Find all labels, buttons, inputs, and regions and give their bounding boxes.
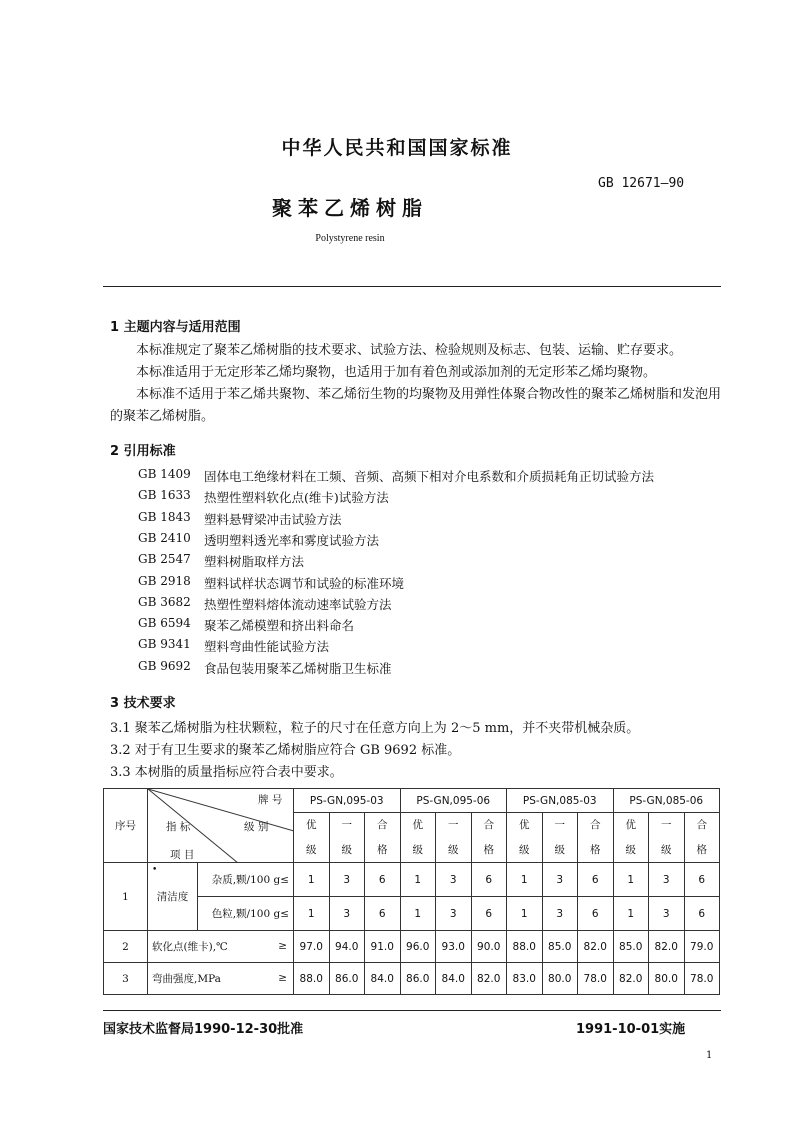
section-2-heading: 2 引用标准: [110, 444, 176, 459]
row-op: ≤: [280, 908, 289, 920]
value-cell: 3: [542, 897, 578, 931]
grade-header-char: 格: [578, 837, 614, 863]
value-cell: 78.0: [684, 963, 720, 995]
value-cell: 1: [507, 863, 543, 897]
value-cell: 80.0: [542, 963, 578, 995]
row-label-text: 色粒,颗/100 g: [211, 908, 281, 920]
row-3-no: 3: [104, 963, 148, 995]
reference-title: 热塑性塑料熔体流动速率试验方法: [204, 596, 392, 612]
national-standard-title: 中华人民共和国国家标准: [281, 137, 513, 159]
value-cell: 96.0: [400, 931, 436, 963]
clause-3-1: 3.1 聚苯乙烯树脂为柱状颗粒，粒子的尺寸在任意方向上为 2～5 mm，并不夹带机械杂质。: [110, 721, 640, 736]
row-1-group: [148, 863, 198, 931]
value-cell: 3: [329, 863, 365, 897]
section-1-heading: 1 主题内容与适用范围: [110, 320, 241, 335]
value-cell: 6: [684, 863, 720, 897]
grade-header-char: 一: [329, 813, 365, 837]
value-cell: 3: [329, 897, 365, 931]
section-3-heading: 3 技术要求: [110, 696, 176, 711]
value-cell: 6: [365, 863, 401, 897]
row-label-text: 弯曲强度,MPa: [152, 973, 221, 985]
brand-1: PS-GN,095-03: [294, 789, 401, 813]
grade-header-char: 合: [471, 813, 507, 837]
value-cell: 83.0: [507, 963, 543, 995]
grade-header-char: 级: [436, 837, 472, 863]
grade-header-char: 格: [471, 837, 507, 863]
grade-header-char: 格: [365, 837, 401, 863]
grade-header-char: 级: [542, 837, 578, 863]
row-op: ≤: [280, 874, 289, 886]
value-cell: 3: [542, 863, 578, 897]
value-cell: 1: [400, 897, 436, 931]
grade-header-char: 优: [294, 813, 330, 837]
page-number: 1: [706, 1050, 713, 1061]
standard-number: GB 12671—90: [598, 176, 685, 191]
reference-title: 聚苯乙烯模塑和挤出料命名: [204, 618, 355, 634]
value-cell: 6: [365, 897, 401, 931]
clause-3-3: 3.3 本树脂的质量指标应符合表中要求。: [110, 765, 343, 780]
header-divider: [103, 286, 721, 287]
value-cell: 6: [578, 863, 614, 897]
reference-code: GB 2410: [138, 530, 191, 545]
value-cell: 88.0: [294, 963, 330, 995]
value-cell: 1: [294, 897, 330, 931]
value-cell: 93.0: [436, 931, 472, 963]
brand-4: PS-GN,085-06: [613, 789, 720, 813]
reference-code: GB 2547: [138, 552, 191, 567]
quality-index-table: [103, 788, 720, 995]
value-cell: 85.0: [613, 931, 649, 963]
value-cell: 1: [613, 897, 649, 931]
index-header: 指 标: [166, 821, 191, 833]
grade-header-char: 级: [613, 837, 649, 863]
brand-header: 牌 号: [258, 794, 283, 806]
value-cell: 3: [649, 863, 685, 897]
value-cell: 1: [400, 863, 436, 897]
document-title: 聚苯乙烯树脂: [272, 196, 428, 220]
value-cell: 3: [436, 863, 472, 897]
value-cell: 82.0: [471, 963, 507, 995]
value-cell: 1: [507, 897, 543, 931]
seq-header-cell: [104, 789, 148, 863]
value-cell: 79.0: [684, 931, 720, 963]
row-label: [148, 931, 294, 963]
value-cell: 86.0: [400, 963, 436, 995]
value-cell: 80.0: [649, 963, 685, 995]
reference-title: 热塑性塑料软化点(维卡)试验方法: [204, 490, 389, 506]
brand-3: PS-GN,085-03: [507, 789, 614, 813]
reference-title: 塑料悬臂梁冲击试验方法: [204, 511, 342, 527]
value-cell: 82.0: [649, 931, 685, 963]
grade-header-char: 级: [507, 837, 543, 863]
value-cell: 3: [436, 897, 472, 931]
reference-code: GB 2918: [138, 573, 191, 588]
section-1-para-3: 本标准不适用于苯乙烯共聚物、苯乙烯衍生物的均聚物及用弹性体聚合物改性的聚苯乙烯树脂和发泡用的聚苯乙烯树脂。: [110, 387, 722, 424]
row-label-text: 杂质,颗/100 g: [211, 874, 281, 886]
grade-header-char: 优: [613, 813, 649, 837]
row-label: [148, 963, 294, 995]
seq-header: 序号: [115, 820, 136, 832]
value-cell: 94.0: [329, 931, 365, 963]
value-cell: 97.0: [294, 931, 330, 963]
reference-title: 塑料弯曲性能试验方法: [204, 639, 330, 655]
value-cell: 1: [294, 863, 330, 897]
section-1-para-2: 本标准适用于无定形苯乙烯均聚物，也适用于加有着色剂或添加剂的无定形苯乙烯均聚物。: [136, 365, 657, 380]
grade-header-char: 合: [684, 813, 720, 837]
row-1-marker: •: [152, 865, 158, 875]
clause-3-2: 3.2 对于有卫生要求的聚苯乙烯树脂应符合 GB 9692 标准。: [110, 743, 461, 758]
grade-header-char: 级: [329, 837, 365, 863]
row-label: [198, 897, 294, 931]
grade-header-char: 优: [507, 813, 543, 837]
grade-header-char: 格: [684, 837, 720, 863]
value-cell: 1: [613, 863, 649, 897]
diagonal-header-cell: [148, 789, 294, 863]
value-cell: 90.0: [471, 931, 507, 963]
value-cell: 82.0: [578, 931, 614, 963]
reference-title: 食品包装用聚苯乙烯树脂卫生标准: [204, 660, 392, 676]
value-cell: 6: [471, 897, 507, 931]
grade-header-char: 级: [400, 837, 436, 863]
reference-title: 透明塑料透光率和雾度试验方法: [204, 532, 380, 548]
grade-header-char: 一: [542, 813, 578, 837]
reference-code: GB 1843: [138, 509, 191, 524]
reference-code: GB 1409: [138, 467, 191, 481]
reference-code: GB 1633: [138, 488, 191, 503]
row-label-text: 软化点(维卡),℃: [152, 941, 228, 953]
value-cell: 3: [649, 897, 685, 931]
grade-header-char: 一: [436, 813, 472, 837]
item-header: 项 目: [170, 849, 195, 861]
grade-header-char: 级: [294, 837, 330, 863]
reference-title: 塑料试样状态调节和试验的标准环境: [204, 575, 405, 591]
reference-title: 塑料树脂取样方法: [204, 554, 305, 570]
value-cell: 6: [578, 897, 614, 931]
row-1-group-label: 清洁度: [156, 891, 189, 903]
brand-2: PS-GN,095-06: [400, 789, 507, 813]
value-cell: 88.0: [507, 931, 543, 963]
section-1-para-1: 本标准规定了聚苯乙烯树脂的技术要求、试验方法、检验规则及标志、包装、运输、贮存要求。: [136, 343, 683, 358]
reference-code: GB 9692: [138, 658, 191, 673]
grade-header: 级 别: [244, 821, 269, 833]
grade-header-char: 合: [365, 813, 401, 837]
value-cell: 6: [684, 897, 720, 931]
footer-divider: [103, 1010, 721, 1011]
grade-header-char: 优: [400, 813, 436, 837]
value-cell: 85.0: [542, 931, 578, 963]
approval-text: 国家技术监督局1990-12-30批准: [103, 1022, 304, 1037]
reference-code: GB 3682: [138, 594, 191, 609]
row-label: [198, 863, 294, 897]
grade-header-char: 级: [649, 837, 685, 863]
value-cell: 91.0: [365, 931, 401, 963]
reference-code: GB 9341: [138, 637, 191, 652]
value-cell: 6: [471, 863, 507, 897]
grade-header-char: 合: [578, 813, 614, 837]
reference-title: 固体电工绝缘材料在工频、音频、高频下相对介电系数和介质损耗角正切试验方法: [204, 469, 655, 484]
grade-header-char: 一: [649, 813, 685, 837]
value-cell: 78.0: [578, 963, 614, 995]
value-cell: 84.0: [365, 963, 401, 995]
value-cell: 86.0: [329, 963, 365, 995]
effective-date: 1991-10-01实施: [576, 1022, 686, 1037]
row-1-no: 1: [104, 863, 148, 931]
reference-code: GB 6594: [138, 616, 191, 631]
value-cell: 82.0: [613, 963, 649, 995]
document-title-english: Polystyrene resin: [315, 233, 385, 244]
row-2-no: 2: [104, 931, 148, 963]
row-op: ≥: [278, 940, 287, 952]
value-cell: 84.0: [436, 963, 472, 995]
row-op: ≥: [278, 972, 287, 984]
